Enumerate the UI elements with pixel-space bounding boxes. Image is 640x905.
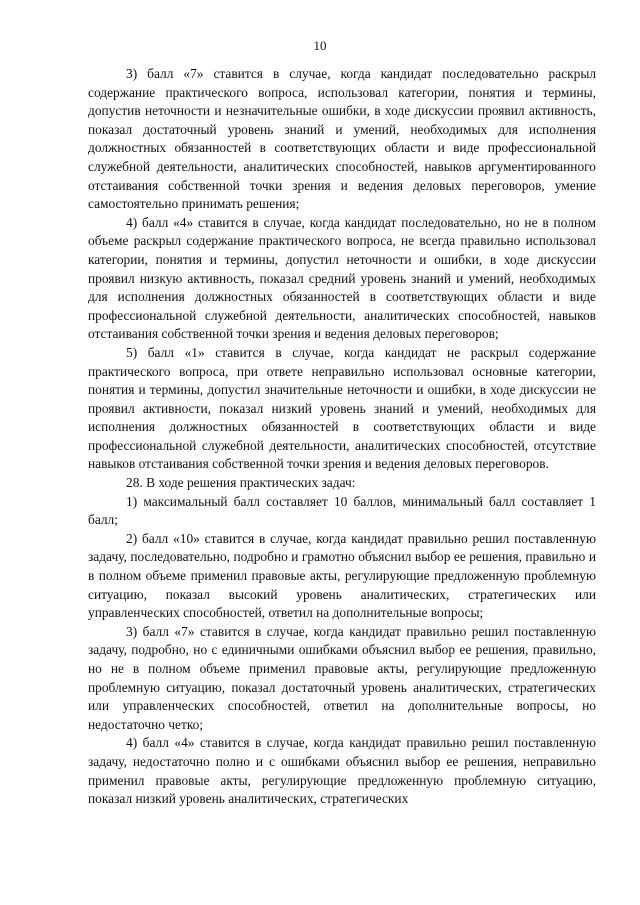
paragraph-score-7: 3) балл «7» ставится в случае, когда кандидат последовательно раскрыл содержание практического вопроса, использовал категории, понятия и термины, допустив неточности и незначительные ошибки, в ходе дискуссии проявил активность, показал достаточный уровень знаний и умений, необходимых для исполнения должностных обязанностей в соответствующих области и виде профессиональной служебной деятельности, аналитических способностей, навыков аргументированного отстаивания собственной точки зрения и ведения деловых переговоров, умение самостоятельно принимать решения; — [88, 66, 596, 212]
paragraph-max-min-score: 1) максимальный балл составляет 10 баллов, минимальный балл составляет 1 балл; — [88, 493, 596, 528]
paragraph-score-4: 4) балл «4» ставится в случае, когда кандидат последовательно, но не в полном объеме раскрыл содержание практического вопроса, не всегда правильно использовал категории, понятия и термины, допустил неточности и ошибки, в ходе дискуссии проявил низкую активность, показал средний уровень знаний и умений, необходимых для исполнения должностных обязанностей в соответствующих области и виде профессиональной служебной деятельности, аналитических способностей, навыков отстаивания собственной точки зрения и ведения деловых переговоров; — [88, 214, 596, 342]
document-body — [88, 65, 596, 809]
paragraph-task-score-7: 3) балл «7» ставится в случае, когда кандидат правильно решил поставленную задачу, подробно, но с единичными ошибками объяснил выбор ее решения, правильно, но не в полном объеме применил правовые акты, регулирующие предложенную проблемную ситуацию, показал достаточный уровень аналитических, стратегических или управленческих способностей, ответил на дополнительные вопросы, но недостаточно четко; — [88, 623, 596, 732]
paragraph-section-28: 28. В ходе решения практических задач: — [126, 475, 356, 491]
paragraph-task-score-4: 4) балл «4» ставится в случае, когда кандидат правильно решил поставленную задачу, недостаточно полно и с ошибками объяснил выбор ее решения, неправильно применил правовые акты, регулирующие предложенную проблемную ситуацию, показал низкий уровень аналитических, стратегических — [88, 735, 596, 807]
paragraph-task-score-10: 2) балл «10» ставится в случае, когда кандидат правильно решил поставленную задачу, последовательно, подробно и грамотно объяснил выбор ее решения, правильно и в полном объеме применил правовые акты, регулирующие предложенную проблемную ситуацию, показал высокий уровень аналитических, стратегических или управленческих способностей, ответил на дополнительные вопросы; — [88, 530, 596, 621]
page-number: 10 — [313, 38, 327, 53]
paragraph-score-1: 5) балл «1» ставится в случае, когда кандидат не раскрыл содержание практического вопроса, при ответе неправильно использовал основные категории, понятия и термины, допустил значительные неточности и ошибки, в ходе дискуссии не проявил активности, показал низкий уровень знаний и умений, необходимых для исполнения должностных обязанностей в соответствующих области и виде профессиональной служебной деятельности, аналитических способностей, отсутствие навыков отстаивания собственной точки зрения и ведения деловых переговоров. — [88, 344, 596, 472]
